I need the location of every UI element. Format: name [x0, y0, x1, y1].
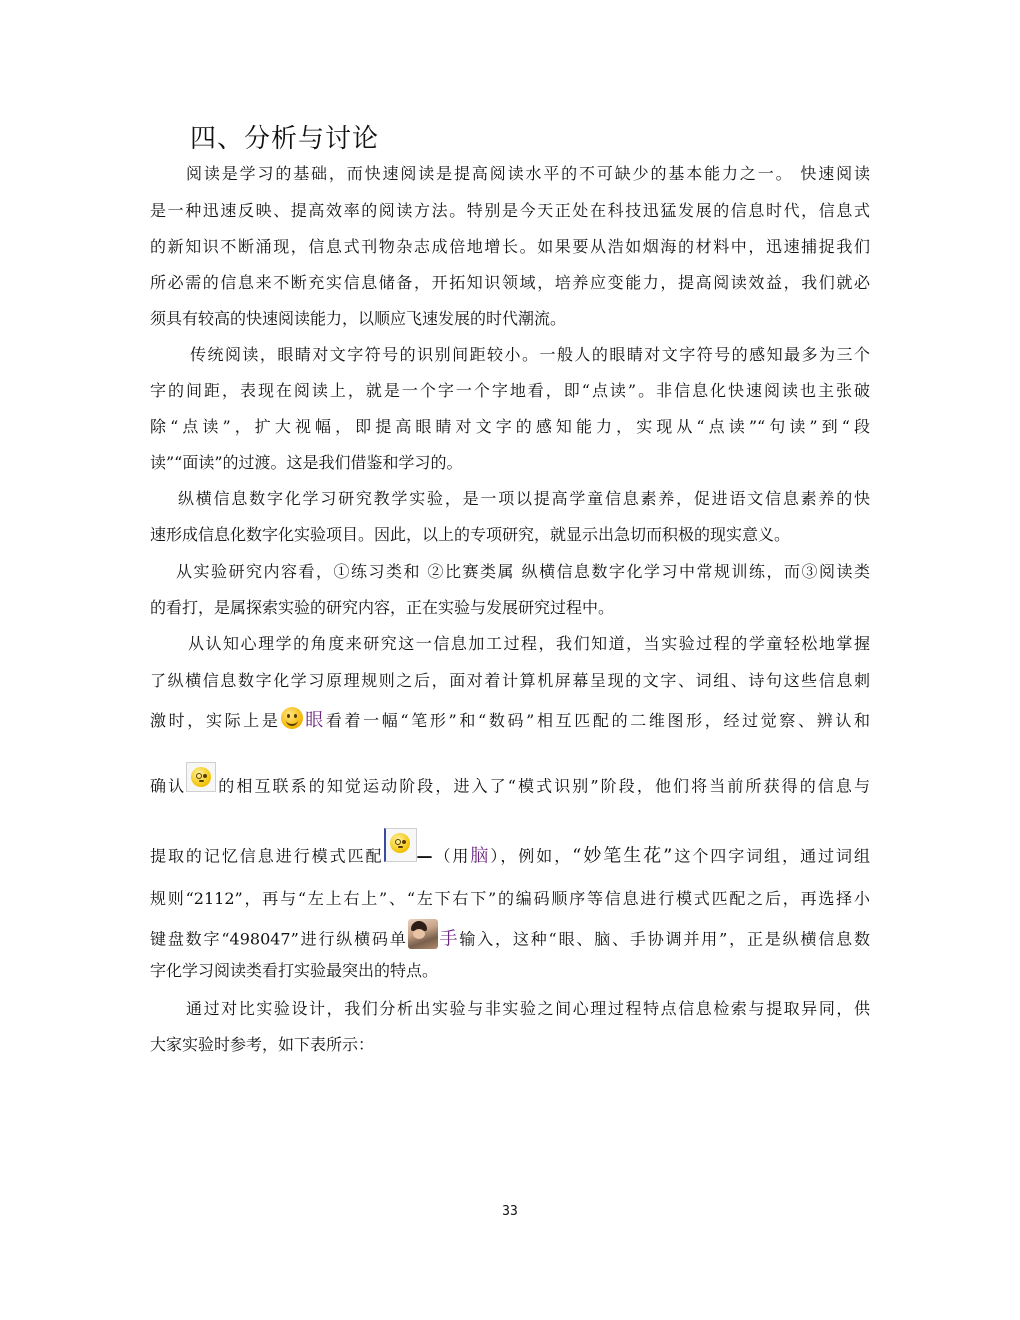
p5-line-7-a: 键盘数字“498047”进行纵横码单 [150, 929, 408, 949]
p5-line-4 [150, 772, 870, 802]
p3-line-2: 速形成信息化数字化实验项目。因此，以上的专项研究，就显示出急切而积极的现实意义。 [150, 525, 791, 544]
p5-line-5-c: ），例如， [490, 846, 573, 866]
p2-line-1: 传统阅读，眼睛对文字符号的识别间距较小。一般人的眼睛对文字符号的感知最多为三个 [190, 345, 870, 364]
idiom-quote: “妙笔生花” [572, 845, 673, 867]
p1-line-2: 是一种迅速反映、提高效率的阅读方法。特别是今天正处在科技迅猛发展的信息时代，信息式 [150, 201, 870, 220]
p4-line-1: 从实验研究内容看，①练习类和 ②比赛类属 纵横信息数字化学习中常规训练，而③阅读类 [176, 562, 870, 581]
em-dash: — [416, 846, 433, 866]
p2-line-4: 读”“面读”的过渡。这是我们借鉴和学习的。 [150, 453, 463, 472]
brain-keyword: 脑 [470, 845, 491, 867]
p4-line-2: 的看打，是属探索实验的研究内容，正在实验与发展研究过程中。 [150, 598, 615, 617]
p3-line-1: 纵横信息数字化学习研究教学实验，是一项以提高学童信息素养，促进语文信息素养的快 [178, 489, 870, 508]
p5-line-8: 字化学习阅读类看打实验最突出的特点。 [150, 961, 439, 980]
child-photo-icon [408, 919, 438, 949]
p5-line-1: 从认知心理学的角度来研究这一信息加工过程，我们知道，当实验过程的学童轻松地掌握 [188, 634, 870, 653]
p5-line-4-a: 确认 [150, 776, 187, 796]
p2-line-3: 除“点读”，扩大视幅，即提高眼睛对文字的感知能力，实现从“点读”“句读”到“段 [150, 417, 870, 436]
p5-line-5-b: （用 [432, 846, 471, 866]
p5-line-4-b: 的相互联系的知觉运动阶段，进入了“模式识别”阶段，他们将当前所获得的信息与 [216, 776, 870, 796]
p5-line-5 [150, 840, 870, 874]
p1-line-3: 的新知识不断涌现，信息式刊物杂志成倍地增长。如果要从浩如烟海的材料中，迅速捕捉我们 [150, 237, 870, 256]
p6-line-2: 大家实验时参考，如下表所示： [150, 1035, 375, 1054]
hand-keyword: 手 [437, 928, 460, 950]
p6-line-1: 通过对比实验设计，我们分析出实验与非实验之间心理过程特点信息检索与提取异同，供 [186, 999, 870, 1018]
p5-line-5-d: 这个四字词组，通过词组 [672, 846, 870, 866]
p5-line-2: 了纵横信息数字化学习原理规则之后，面对着计算机屏幕呈现的文字、词组、诗句这些信息刺 [150, 671, 870, 690]
eye-keyword: 眼 [302, 710, 326, 731]
p5-line-3-a: 激时，实际上是 [150, 711, 281, 730]
thinking-face-icon [384, 828, 417, 862]
p5-line-3-b: 看着一幅“笔形”和“数码”相互匹配的二维图形，经过觉察、辨认和 [325, 711, 870, 730]
p5-line-5-a: 提取的记忆信息进行模式匹配 [150, 846, 384, 866]
p1-line-4: 所必需的信息来不断充实信息储备，开拓知识领域，培养应变能力，提高阅读效益，我们就必 [150, 273, 870, 292]
p5-line-7 [150, 925, 870, 955]
p1-line-5: 须具有较高的快速阅读能力，以顺应飞速发展的时代潮流。 [150, 309, 567, 328]
p5-line-7-b: 输入，这种“眼、脑、手协调并用”，正是纵横信息数 [459, 929, 870, 949]
thinking-face-icon [186, 762, 216, 792]
page-number: 33 [502, 1204, 518, 1219]
section-heading: 四、分析与讨论 [190, 124, 380, 154]
smiling-face-icon [281, 707, 303, 729]
p2-line-2: 字的间距，表现在阅读上，就是一个字一个字地看，即“点读”。非信息化快速阅读也主张破 [150, 381, 870, 400]
p5-line-3 [150, 710, 870, 733]
p1-line-1: 阅读是学习的基础，而快速阅读是提高阅读水平的不可缺少的基本能力之一。 快速阅读 [186, 164, 870, 183]
p5-line-6: 规则“2112”，再与“左上右上”、“左下右下”的编码顺序等信息进行模式匹配之后，再选择小 [150, 889, 870, 908]
